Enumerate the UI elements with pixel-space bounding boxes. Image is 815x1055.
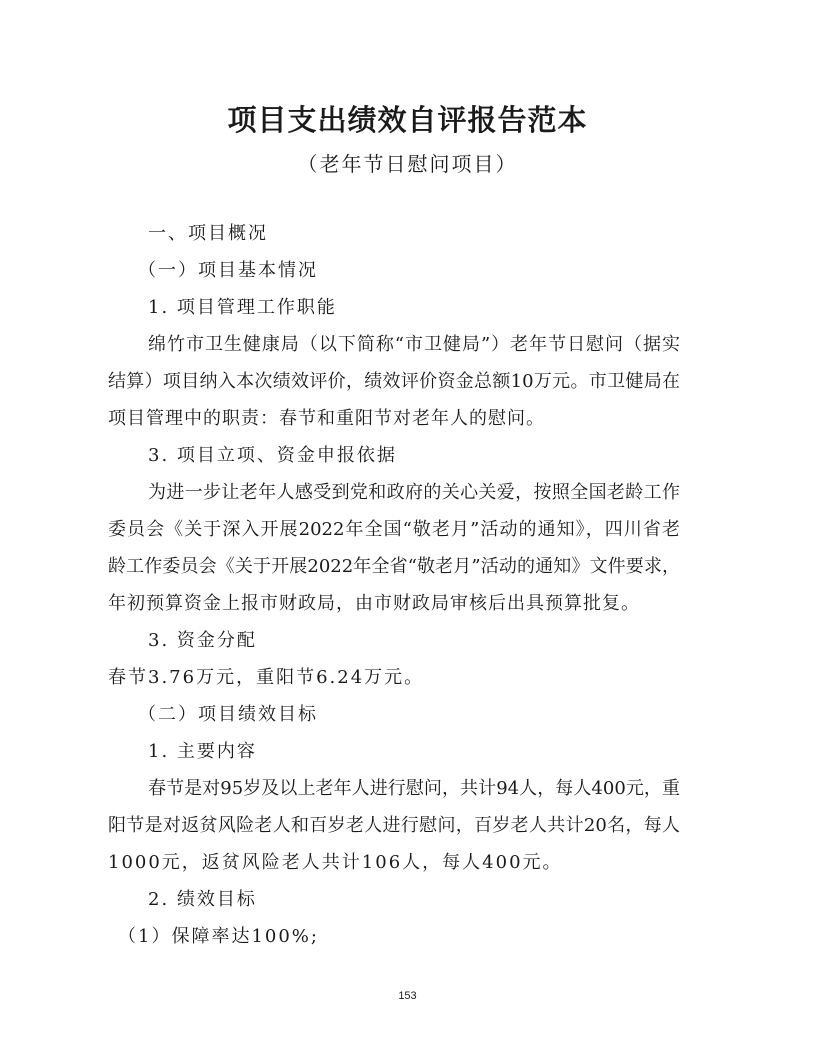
item-heading-targets: 2. 绩效目标 bbox=[148, 889, 257, 910]
item-heading-basis: 3. 项目立项、资金申报依据 bbox=[148, 445, 397, 466]
paragraph-line: 1000元，返贫风险老人共计106人，每人400元。 bbox=[108, 852, 563, 873]
paragraph-line: 春节是对95岁及以上老年人进行慰问，共计94人，每人400元，重 bbox=[148, 778, 680, 799]
item-heading-allocation: 3. 资金分配 bbox=[148, 630, 257, 651]
paragraph-line: 项目管理中的职责：春节和重阳节对老年人的慰问。 bbox=[108, 408, 545, 429]
list-item: （1）保障率达100%; bbox=[118, 926, 319, 947]
document-title: 项目支出绩效自评报告范本 bbox=[227, 103, 588, 137]
section-heading-overview: 一、项目概况 bbox=[148, 223, 268, 244]
page-number: 153 bbox=[398, 990, 417, 1002]
paragraph-line: 龄工作委员会《关于开展2022年全省“敬老月”活动的通知》文件要求， bbox=[108, 556, 680, 577]
item-heading-content: 1. 主要内容 bbox=[148, 741, 257, 762]
paragraph-line: 春节3.76万元，重阳节6.24万元。 bbox=[108, 667, 425, 688]
paragraph-line: 绵竹市卫生健康局（以下简称“市卫健局”）老年节日慰问（据实 bbox=[148, 334, 680, 355]
subsection-heading-basic: （一）项目基本情况 bbox=[138, 260, 318, 281]
item-heading-management: 1. 项目管理工作职能 bbox=[148, 297, 337, 318]
paragraph-line: 年初预算资金上报市财政局，由市财政局审核后出具预算批复。 bbox=[108, 593, 640, 614]
paragraph-line: 为进一步让老年人感受到党和政府的关心关爱，按照全国老龄工作 bbox=[148, 482, 680, 503]
subsection-heading-goals: （二）项目绩效目标 bbox=[138, 704, 318, 725]
paragraph-line: 阳节是对返贫风险老人和百岁老人进行慰问，百岁老人共计20名，每人 bbox=[108, 815, 680, 836]
paragraph-line: 委员会《关于深入开展2022年全国“敬老月”活动的通知》，四川省老 bbox=[108, 519, 680, 540]
paragraph-line: 结算）项目纳入本次绩效评价，绩效评价资金总额10万元。市卫健局在 bbox=[108, 371, 680, 392]
document-subtitle: （老年节日慰问项目） bbox=[297, 152, 518, 176]
